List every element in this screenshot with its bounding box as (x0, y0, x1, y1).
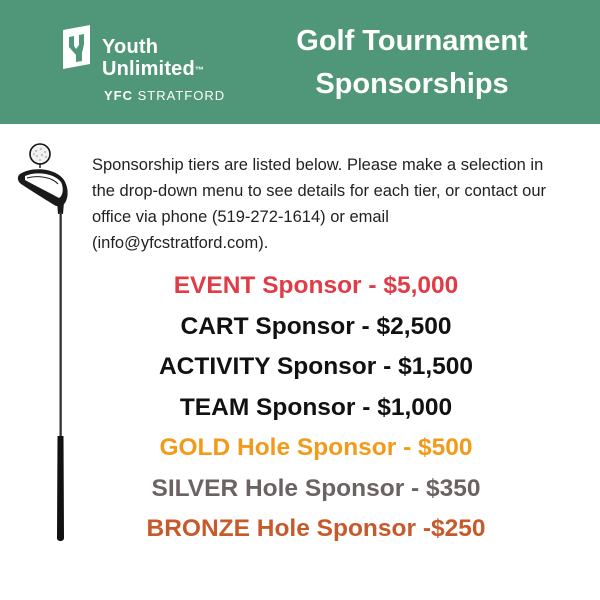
tier-silver-hole: SILVER Hole Sponsor - $350 (151, 474, 481, 502)
tier-activity: ACTIVITY Sponsor - $1,500 (158, 353, 474, 380)
intro-text: Sponsorship tiers are listed below. Please make a selection in the drop-down menu to see details for each tier, or contact our office via phone (519-272-1614) or email (info@yfcstratford.com). (92, 156, 547, 252)
logo-subtitle (104, 88, 225, 103)
tier-gold-hole: GOLD Hole Sponsor - $500 (159, 434, 473, 461)
logo-sub-rest: STRATFORD (137, 88, 226, 103)
logo-sub-bold: YFC (104, 88, 133, 103)
youth-unlimited-logo (60, 22, 260, 106)
logo-name-line1: Youth (102, 36, 159, 58)
page-title (262, 20, 562, 106)
tier-event: EVENT Sponsor - $5,000 (173, 272, 459, 299)
title-line1: Golf Tournament (296, 25, 528, 57)
logo-wordmark (102, 36, 204, 80)
golf-club-icon (12, 140, 74, 544)
title-line2: Sponsorships (315, 68, 509, 100)
sponsorship-tier-list (84, 266, 548, 550)
tier-team: TEAM Sponsor - $1,000 (179, 393, 453, 421)
logo-trademark: ™ (194, 65, 205, 75)
tier-cart: CART Sponsor - $2,500 (180, 312, 452, 340)
logo-mark-icon (60, 24, 94, 70)
logo-name-line2-text: Unlimited (102, 58, 195, 80)
logo-name-line2 (102, 58, 204, 80)
header-banner (0, 0, 600, 124)
tier-bronze-hole: BRONZE Hole Sponsor -$250 (146, 515, 486, 542)
